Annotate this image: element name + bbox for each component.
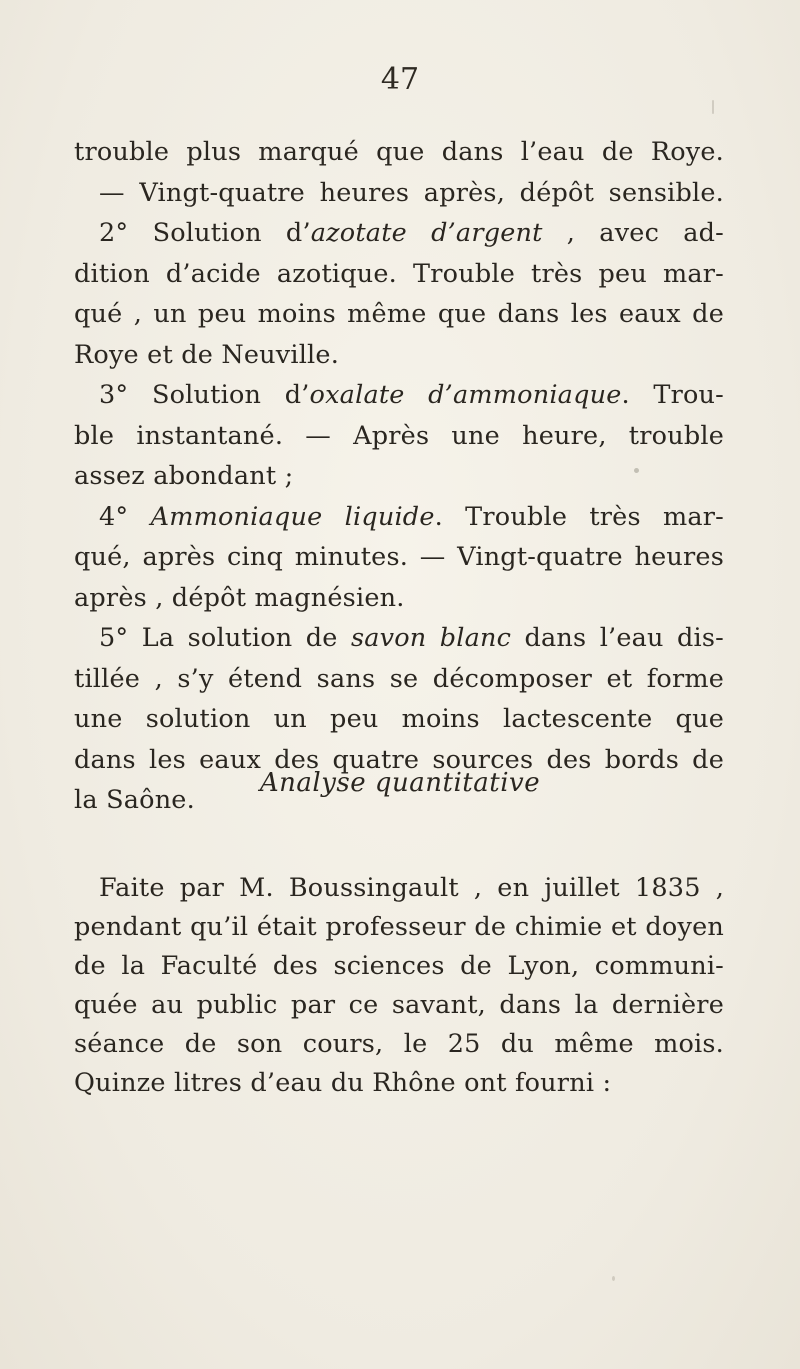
text-line: après , dépôt magnésien.	[74, 582, 405, 613]
text-line: — Vingt-quatre heures après, dépôt sensible.	[99, 177, 724, 208]
item-number: 2°	[99, 218, 153, 248]
item-text: dans l’eau dis-	[511, 623, 724, 653]
text-line: qué , un peu moins même que dans les eaux de	[74, 299, 724, 329]
text-line: une solution un peu moins lactescente que	[74, 704, 724, 734]
text-line: dition d’acide azotique. Trouble très peu mar-	[74, 258, 724, 289]
text-line: Quinze litres d’eau du Rhône ont fourni :	[74, 1068, 612, 1098]
text-line: quée au public par ce savant, dans la dernière	[74, 990, 724, 1020]
text-line: ble instantané. — Après une heure, trouble	[74, 420, 724, 451]
item-3-line	[74, 375, 724, 416]
text-line: qué, après cinq minutes. — Vingt-quatre heures	[74, 542, 724, 572]
text-line: la Saône.	[74, 785, 195, 815]
paper-speck	[612, 1276, 615, 1281]
text-line: assez abondant ;	[74, 461, 294, 491]
item-text: La solution de	[141, 623, 351, 653]
text-line: séance de son cours, le 25 du même mois.	[74, 1029, 724, 1059]
item-text: Solution d’	[151, 380, 310, 410]
analysis-paragraph	[74, 869, 724, 1103]
paper-speck	[634, 468, 639, 473]
item-4-line	[74, 497, 724, 538]
item-number: 5°	[99, 623, 142, 653]
test-results-text	[74, 132, 724, 821]
text-line: Roye et de Neuville.	[74, 339, 340, 370]
page-number: 47	[380, 62, 420, 97]
reagent-name: azotate d’argent	[310, 218, 543, 248]
text-line: tillée , s’y étend sans se décomposer et forme	[74, 663, 724, 694]
text-line: pendant qu’il était professeur de chimie et doyen	[74, 912, 724, 942]
text-line: dans les eaux des quatre sources des bords de	[74, 744, 724, 775]
item-text: . Trouble très mar-	[434, 501, 724, 532]
section-heading: Analyse quantitative	[259, 768, 541, 798]
paper-speck	[712, 100, 714, 114]
item-2-line	[74, 213, 724, 254]
item-number: 4°	[99, 501, 151, 532]
item-number: 3°	[99, 380, 152, 410]
reagent-name: oxalate d’ammoniaque	[309, 380, 622, 410]
reagent-name: savon blanc	[350, 623, 512, 653]
text-line: trouble plus marqué que dans l’eau de Roye.	[74, 137, 724, 167]
item-text: , avec ad-	[542, 218, 724, 248]
item-text: Solution d’	[152, 218, 311, 248]
item-text: . Trou-	[621, 380, 725, 410]
item-5-line	[74, 618, 724, 659]
reagent-name: Ammoniaque liquide	[150, 501, 435, 532]
text-line: Faite par M. Boussingault , en juillet 1835 ,	[99, 873, 724, 903]
text-line: de la Faculté des sciences de Lyon, communi-	[74, 951, 724, 981]
